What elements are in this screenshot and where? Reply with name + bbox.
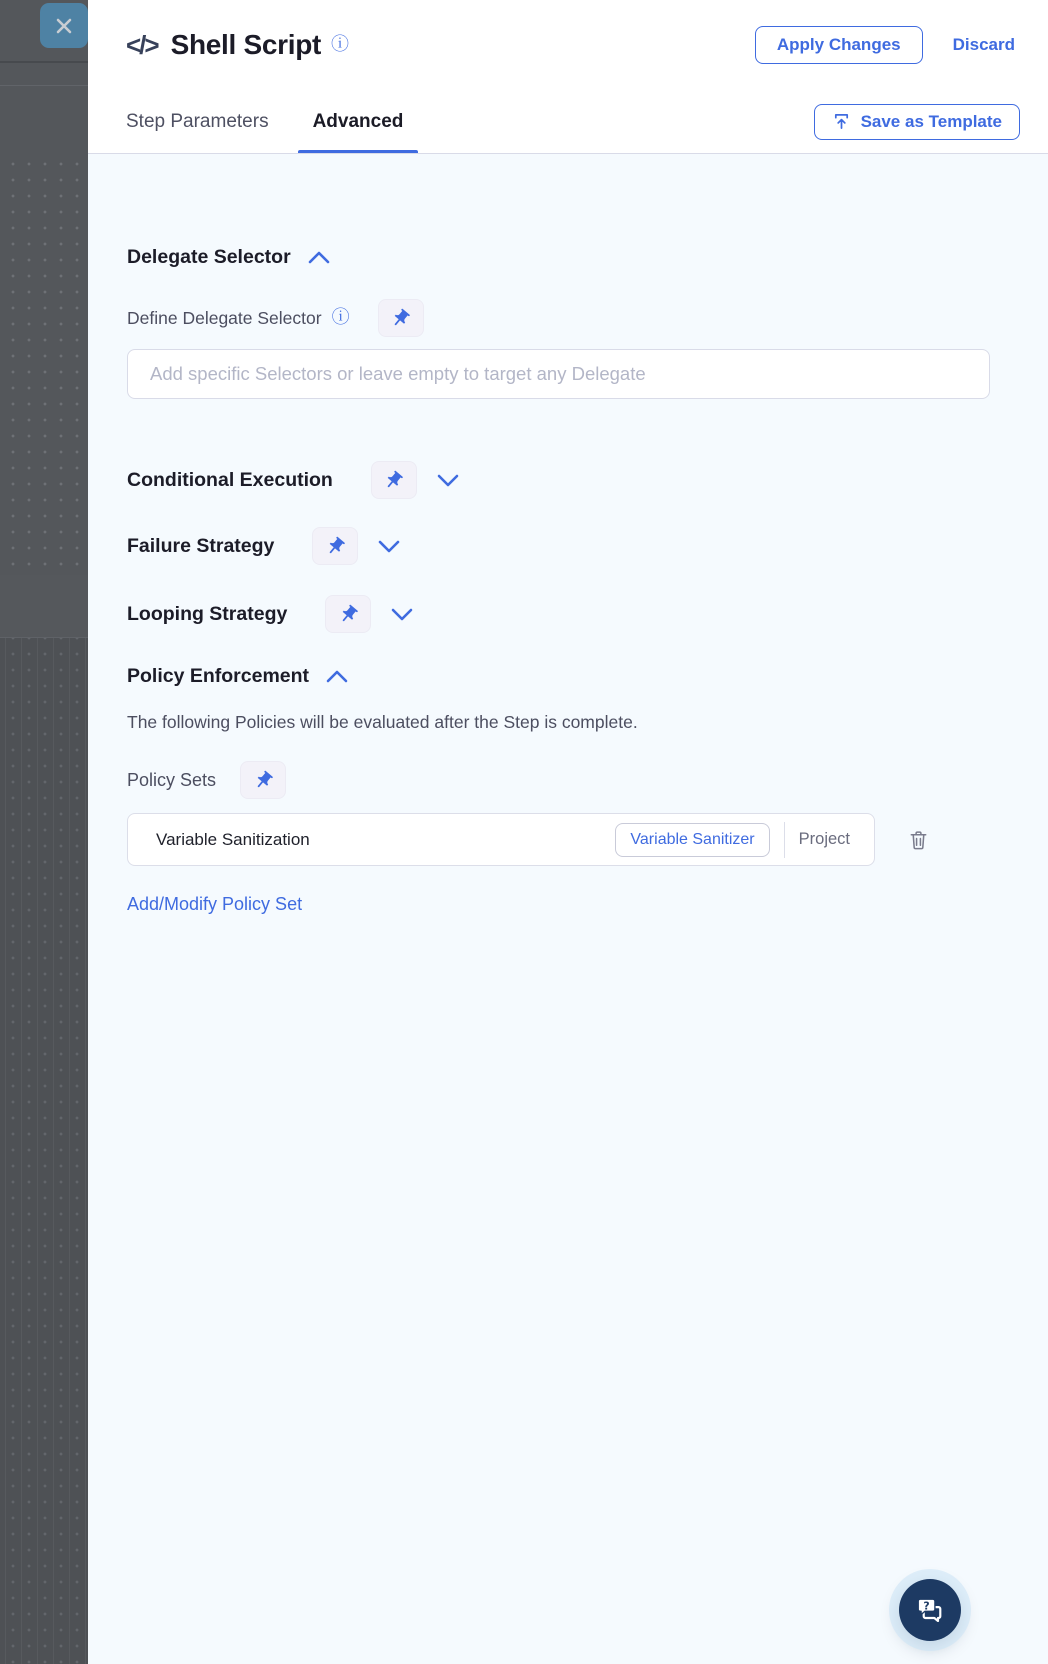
page-title: Shell Script — [170, 29, 322, 60]
canvas-solid-band — [0, 575, 88, 637]
chevron-up-icon[interactable] — [326, 670, 348, 683]
help-chat-button[interactable] — [899, 1579, 961, 1641]
step-config-drawer — [88, 0, 1048, 1664]
policy-set-badge[interactable]: Variable Sanitizer — [615, 823, 769, 857]
define-delegate-selector-label: Define Delegate Selector — [127, 307, 322, 328]
pin-icon — [390, 308, 411, 329]
policy-sets-label: Policy Sets — [127, 769, 217, 790]
divider — [784, 822, 785, 858]
policy-sets-row — [127, 761, 990, 799]
chevron-down-icon[interactable] — [437, 474, 459, 487]
delegate-selector-pin-button[interactable] — [378, 299, 424, 337]
delegate-selector-title: Delegate Selector — [127, 246, 291, 268]
close-icon — [54, 16, 74, 36]
tab-step-parameters[interactable]: Step Parameters — [126, 110, 269, 132]
policy-enforcement-heading — [127, 665, 990, 688]
info-icon[interactable]: ⓘ — [331, 307, 350, 328]
upload-icon — [832, 112, 851, 131]
trash-icon — [907, 828, 930, 852]
conditional-execution-row — [127, 461, 990, 499]
delete-policy-set-button[interactable] — [907, 828, 930, 852]
tab-bar — [88, 90, 1048, 154]
conditional-execution-heading: Conditional Execution — [127, 468, 333, 491]
discard-button[interactable]: Discard — [952, 35, 1015, 54]
policy-set-scope: Project — [798, 830, 850, 848]
pin-icon — [338, 604, 359, 625]
apply-changes-button[interactable]: Apply Changes — [755, 26, 923, 64]
drawer-header — [88, 0, 1048, 90]
policy-sets-pin-button[interactable] — [240, 761, 286, 799]
advanced-tab-content — [88, 154, 1048, 1664]
policy-enforcement-title: Policy Enforcement — [127, 665, 310, 687]
looping-strategy-pin-button[interactable] — [325, 595, 371, 633]
policy-set-card — [127, 813, 875, 866]
pin-icon — [253, 770, 274, 791]
pin-icon — [325, 536, 346, 557]
shell-script-icon: </> — [126, 29, 158, 60]
tab-advanced[interactable]: Advanced — [313, 90, 404, 153]
delegate-selector-heading — [127, 246, 990, 269]
pipeline-canvas-background — [0, 0, 88, 1664]
chevron-up-icon[interactable] — [308, 251, 330, 264]
policy-enforcement-description: The following Policies will be evaluated after the Step is complete. — [127, 712, 638, 732]
svg-text:?: ? — [923, 1599, 930, 1613]
chevron-down-icon[interactable] — [391, 608, 413, 621]
failure-strategy-row — [127, 527, 990, 565]
define-delegate-selector-row — [127, 299, 990, 337]
close-drawer-button[interactable] — [40, 3, 88, 48]
add-modify-policy-set-link[interactable]: Add/Modify Policy Set — [127, 894, 303, 914]
info-icon[interactable]: ⓘ — [331, 34, 350, 55]
conditional-execution-pin-button[interactable] — [371, 461, 417, 499]
looping-strategy-row — [127, 595, 990, 633]
canvas-dot-grid — [0, 150, 88, 575]
policy-set-name: Variable Sanitization — [156, 829, 310, 849]
pin-icon — [383, 470, 404, 491]
canvas-edge-line — [0, 85, 88, 86]
canvas-lower-grid — [0, 637, 88, 1664]
canvas-edge-line — [0, 61, 88, 63]
failure-strategy-heading: Failure Strategy — [127, 534, 275, 557]
delegate-selector-input[interactable] — [127, 349, 990, 399]
chat-help-icon — [914, 1594, 946, 1626]
chevron-down-icon[interactable] — [378, 540, 400, 553]
header-actions — [755, 26, 1015, 64]
looping-strategy-heading: Looping Strategy — [127, 602, 288, 625]
save-as-template-button[interactable] — [814, 104, 1020, 140]
failure-strategy-pin-button[interactable] — [312, 527, 358, 565]
save-as-template-label: Save as Template — [860, 111, 1002, 131]
policy-set-item-row — [127, 813, 930, 866]
